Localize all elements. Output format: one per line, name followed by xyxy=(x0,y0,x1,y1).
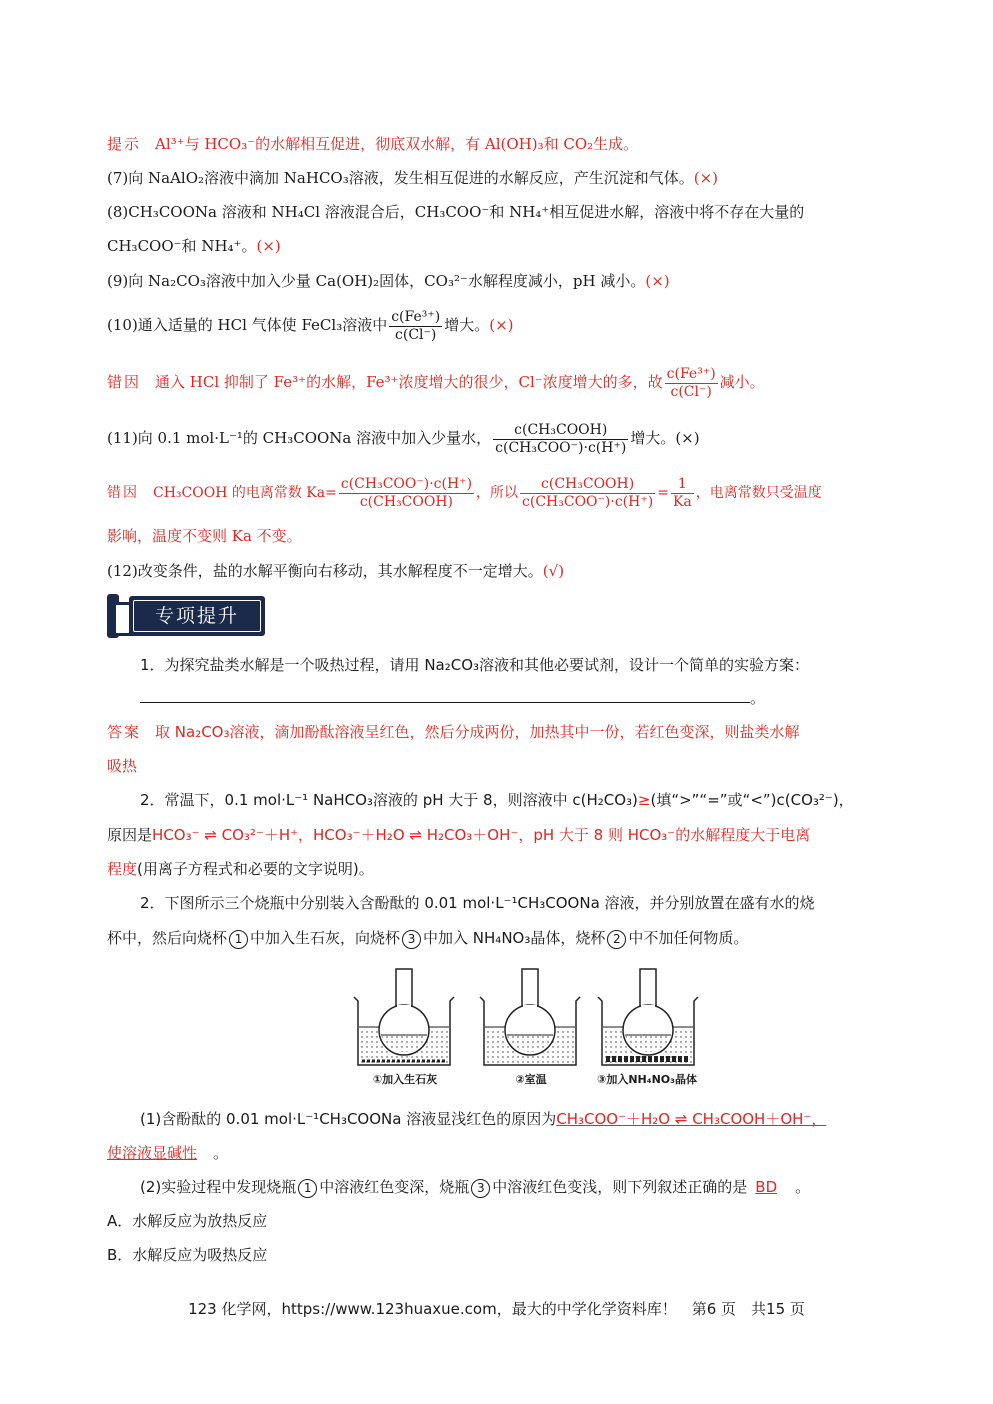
question-text: (1)含酚酞的 0.01 mol·L⁻¹CH₃COONa 溶液显浅红色的原因为 xyxy=(140,1110,557,1128)
question-text: 杯中，然后向烧杯 xyxy=(107,929,228,947)
answer-text: CH₃COO⁻＋H₂O ⇌ CH₃COOH＋OH⁻， xyxy=(556,1110,827,1128)
item-8-line2 xyxy=(107,236,281,256)
frac-denominator: c(CH₃COOH) xyxy=(359,493,454,510)
question-3-sub-1-line2 xyxy=(107,1143,228,1163)
error-11-line2 xyxy=(107,526,302,546)
question-text: 。 xyxy=(795,1178,811,1196)
error-text: ，所以 xyxy=(476,485,519,501)
question-text: (用离子方程式和必要的文字说明)。 xyxy=(137,860,374,878)
fraction xyxy=(671,476,694,511)
error-text: 通入 HCl 抑制了 Fe³⁺的水解，Fe³⁺浓度增大的很少，Cl⁻浓度增大的多，故 xyxy=(155,373,663,391)
fraction xyxy=(339,476,474,511)
question-3 xyxy=(140,893,815,913)
item-mark: (×) xyxy=(693,169,719,187)
question-text: 中加入 NH₄NO₃晶体，烧杯 xyxy=(423,929,606,947)
question-text: (2)实验过程中发现烧瓶 xyxy=(140,1178,297,1196)
frac-denominator: c(CH₃COO⁻)·c(H⁺) xyxy=(495,439,627,456)
circled-number: 1 xyxy=(298,1179,317,1198)
beaker-2-label: ②室温 xyxy=(515,1073,547,1086)
question-text: 2．下图所示三个烧瓶中分别装入含酚酞的 0.01 mol·L⁻¹CH₃COONa 溶液，并分别放置在盛有水的烧 xyxy=(140,894,815,912)
question-2-line3 xyxy=(107,859,374,879)
question-2 xyxy=(140,790,854,810)
question-1-blank-line xyxy=(140,688,765,708)
error-text: = xyxy=(657,485,669,501)
item-text: (9)向 Na₂CO₃溶液中加入少量 Ca(OH)₂固体，CO₃²⁻水解程度减小，pH 减小。 xyxy=(107,272,646,290)
item-7 xyxy=(107,168,718,188)
item-mark: (×) xyxy=(645,272,670,290)
error-label: 错因 xyxy=(107,373,142,391)
error-label: 错因 xyxy=(107,485,139,501)
fraction xyxy=(493,422,628,457)
frac-numerator: c(CH₃COOH) xyxy=(493,422,628,440)
answer-blank xyxy=(140,688,750,703)
item-12 xyxy=(107,561,564,581)
frac-denominator: Ka xyxy=(672,493,692,510)
error-text: CH₃COOH 的电离常数 Ka= xyxy=(153,485,337,501)
beaker-2 xyxy=(480,969,580,1065)
question-text: 中溶液红色变深，烧瓶 xyxy=(319,1178,470,1196)
page-footer: 123 化学网，https://www.123huaxue.com，最大的中学化学资料库！ 第6 页 共15 页 xyxy=(188,1300,805,1318)
question-3-sub-1 xyxy=(140,1109,826,1129)
error-text: 影响，温度不变则 Ka 不变。 xyxy=(107,527,302,545)
error-text: ，电离常数只受温度 xyxy=(695,485,822,501)
item-text: CH₃COO⁻和 NH₄⁺。 xyxy=(107,237,257,255)
answer-label: 答案 xyxy=(107,723,142,741)
error-text: 减小。 xyxy=(719,373,765,391)
answer-1-line2 xyxy=(107,756,137,776)
item-11 xyxy=(107,418,700,458)
beaker-1-label: ①加入生石灰 xyxy=(372,1073,438,1086)
circled-number: 1 xyxy=(229,930,248,949)
answer-text: HCO₃⁻ ⇌ CO₃²⁻＋H⁺，HCO₃⁻＋H₂O ⇌ H₂CO₃＋OH⁻，pH 大于 8 则 HCO₃⁻的水解程度大于电离 xyxy=(152,826,811,844)
fraction xyxy=(389,309,442,344)
beaker-figure xyxy=(350,965,700,1090)
answer-text: 程度 xyxy=(107,860,138,878)
frac-numerator: c(CH₃COOH) xyxy=(520,476,655,494)
question-text: 。 xyxy=(750,689,766,707)
question-text: 2．常温下，0.1 mol·L⁻¹ NaHCO₃溶液的 pH 大于 8，则溶液中 c(H₂CO₃) xyxy=(140,791,638,809)
beaker-3 xyxy=(598,969,698,1065)
item-8-line1 xyxy=(107,202,804,222)
item-text: (10)通入适量的 HCl 气体使 FeCl₃溶液中 xyxy=(107,316,388,334)
frac-numerator: 1 xyxy=(671,476,694,494)
question-2-line2 xyxy=(107,825,810,845)
frac-numerator: c(Fe³⁺) xyxy=(391,308,441,325)
section-header-box xyxy=(129,596,265,636)
item-text: (7)向 NaAlO₂溶液中滴加 NaHCO₃溶液，发生相互促进的水解反应，产生沉淀和气体。 xyxy=(107,169,694,187)
option-a: A．水解反应为放热反应 xyxy=(107,1212,268,1230)
item-mark: (√) xyxy=(542,562,565,580)
question-text: 原因是 xyxy=(107,826,153,844)
frac-numerator: c(Fe³⁺) xyxy=(666,365,716,382)
item-text: (8)CH₃COONa 溶液和 NH₄Cl 溶液混合后，CH₃COO⁻和 NH₄⁺相互促进水解，溶液中将不存在大量的 xyxy=(107,203,805,221)
question-text: 1．为探究盐类水解是一个吸热过程，请用 Na₂CO₃溶液和其他必要试剂，设计一个简单的实验方案： xyxy=(140,656,810,674)
section-title: 专项提升 xyxy=(133,600,261,632)
answer-text: 吸热 xyxy=(107,757,138,775)
item-9 xyxy=(107,271,670,291)
question-text: (填“>”“=”或“<”)c(CO₃²⁻)， xyxy=(650,791,854,809)
question-text: 中不加任何物质。 xyxy=(628,929,749,947)
error-10 xyxy=(107,362,765,402)
fraction xyxy=(520,476,655,511)
question-1 xyxy=(140,655,809,675)
fraction xyxy=(665,366,718,401)
item-text: (12)改变条件，盐的水解平衡向右移动，其水解程度不一定增大。 xyxy=(107,562,543,580)
question-text: 中溶液红色变浅，则下列叙述正确的是 xyxy=(492,1178,748,1196)
question-text: 。 xyxy=(213,1144,229,1162)
section-header xyxy=(107,594,265,638)
item-text: 增大。(×) xyxy=(630,429,700,447)
beaker-1 xyxy=(354,969,454,1065)
answer-text: BD xyxy=(755,1178,778,1196)
answer-text: 取 Na₂CO₃溶液，滴加酚酞溶液呈红色，然后分成两份，加热其中一份，若红色变深，则盐类水解 xyxy=(155,723,800,741)
frac-denominator: c(Cl⁻) xyxy=(670,383,712,400)
frac-denominator: c(CH₃COO⁻)·c(H⁺) xyxy=(522,493,654,510)
item-mark: (×) xyxy=(256,237,281,255)
hint-line xyxy=(107,134,638,154)
answer-text: 使溶液显碱性 xyxy=(107,1144,198,1162)
answer-1 xyxy=(107,722,800,742)
hint-label: 提示 xyxy=(107,135,142,153)
question-3-line2 xyxy=(107,928,748,949)
item-text: 增大。 xyxy=(444,316,490,334)
error-11 xyxy=(107,473,822,513)
frac-denominator: c(Cl⁻) xyxy=(395,326,437,343)
hint-text: Al³⁺与 HCO₃⁻的水解相互促进，彻底双水解，有 Al(OH)₃和 CO₂生成。 xyxy=(155,135,639,153)
beaker-3-label: ③加入NH₄NO₃晶体 xyxy=(597,1073,697,1086)
item-text: (11)向 0.1 mol·L⁻¹的 CH₃COONa 溶液中加入少量水， xyxy=(107,429,492,447)
option-b: B．水解反应为吸热反应 xyxy=(107,1246,268,1264)
question-3-sub-2 xyxy=(140,1177,810,1198)
item-10 xyxy=(107,305,514,345)
circled-number: 3 xyxy=(402,930,421,949)
item-mark: (×) xyxy=(489,316,514,334)
frac-numerator: c(CH₃COO⁻)·c(H⁺) xyxy=(340,475,473,492)
circled-number: 3 xyxy=(471,1179,490,1198)
circled-number: 2 xyxy=(607,930,626,949)
question-text: 中加入生石灰，向烧杯 xyxy=(250,929,401,947)
answer-text: ≥ xyxy=(637,791,651,809)
